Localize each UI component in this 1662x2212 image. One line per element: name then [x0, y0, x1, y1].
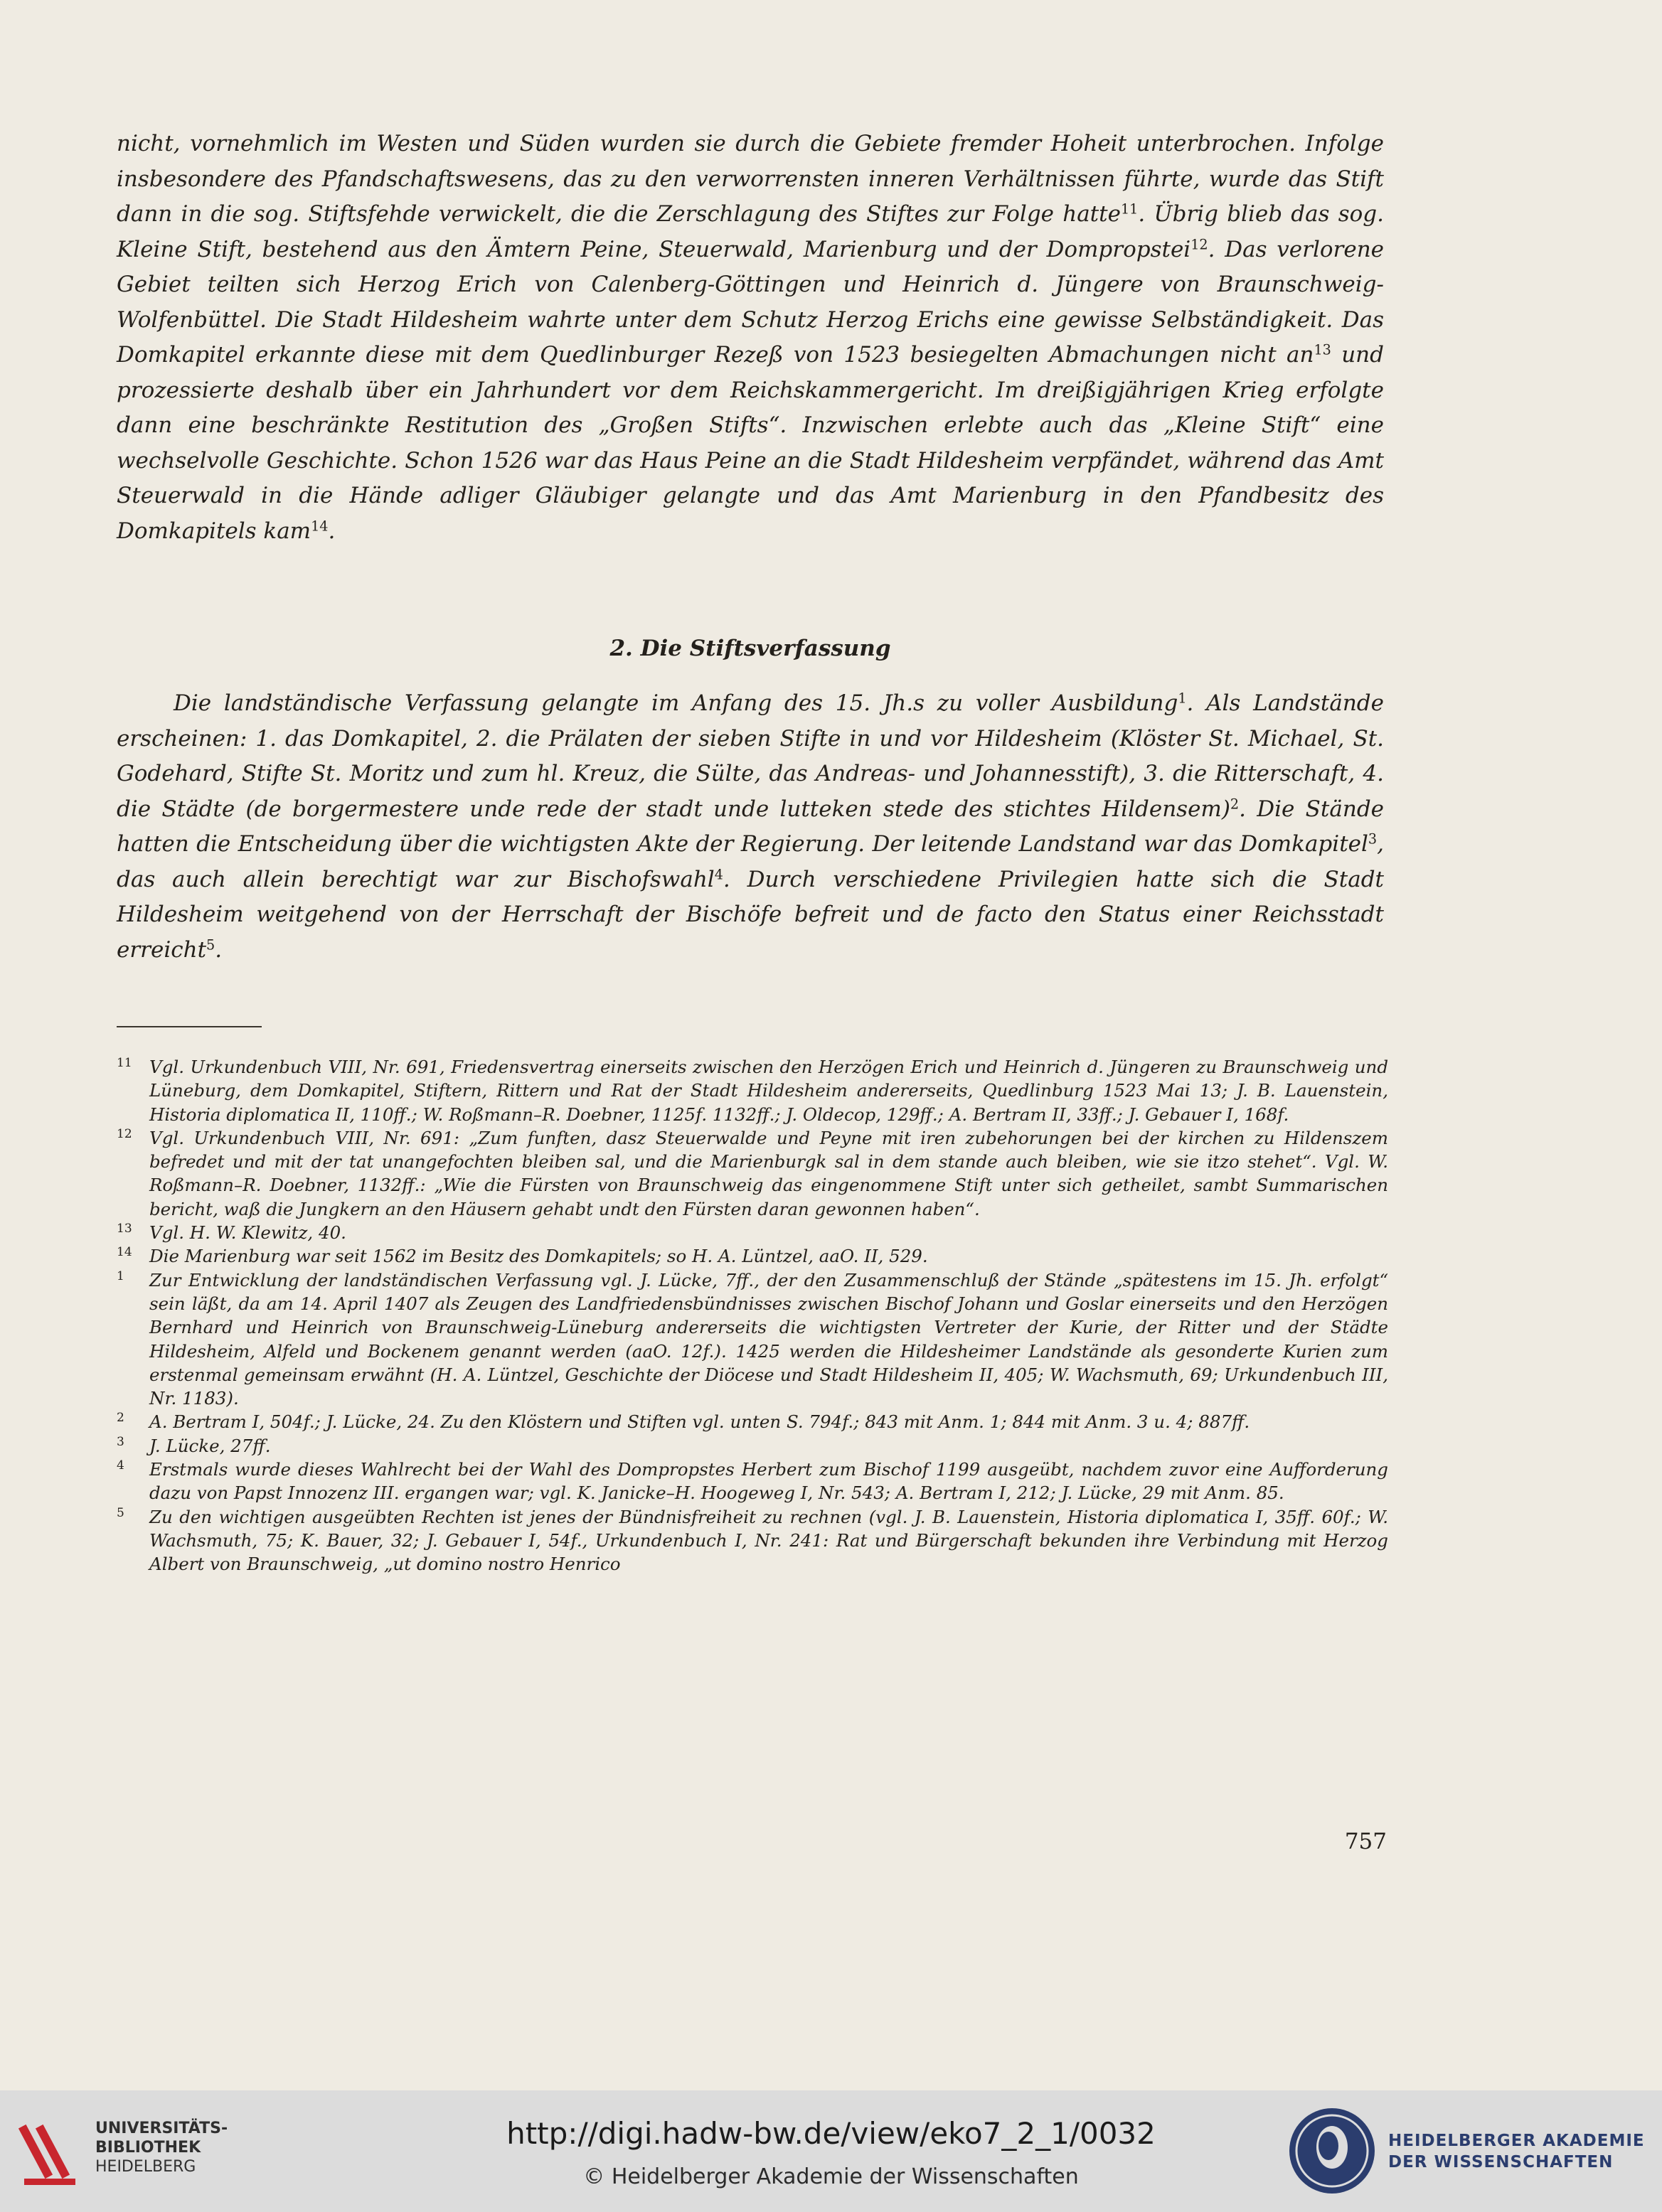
page-number: 757: [1344, 1829, 1387, 1854]
footnotes: [117, 1055, 1388, 1576]
text-run: . Das verlorene Gebiet teilten sich Herzog Erich von Calenberg-Göttingen und Heinrich d. Jüngere von Braunschweig-Wolfenbüttel. Die Stadt Hildesheim wahrte unter dem Schutz Herzog Erichs eine gewisse Selbständigkeit. Das Domkapitel erkannte diese mit dem Quedlinburger Rezeß von 1523 besiegelten Abmachungen nicht an: [117, 236, 1385, 368]
academy-name-line-1: HEIDELBERGER AKADEMIE: [1388, 2132, 1645, 2150]
footnote-text: J. Lücke, 27ff.: [149, 1435, 271, 1456]
ub-name-line-3: HEIDELBERG: [95, 2158, 196, 2176]
footnote-mark: 1: [117, 1268, 124, 1283]
footnote-text: Vgl. H. W. Klewitz, 40.: [149, 1222, 346, 1244]
footnote-mark: 5: [117, 1505, 124, 1520]
text-run: . Übrig blieb das sog. Kleine Stift, bestehend aus den Ämtern Peine, Steuerwald, Marienburg und der Dompropstei: [117, 201, 1384, 262]
text-run: nicht, vornehmlich im Westen und Süden wurden sie durch die Gebiete fremder Hoheit unterbrochen. Infolge insbesondere des Pfandschaftswesens, das zu den verworrensten inneren Verhältnissen führte, wurde das Stift dann in die sog. Stiftsfehde verwickelt, die die Zerschlagung des Stiftes zur Folge hatte: [117, 131, 1384, 227]
footnote-mark: 4: [117, 1458, 124, 1473]
footnote-text: Vgl. Urkundenbuch VIII, Nr. 691, Friedensvertrag einerseits zwischen den Herzögen Erich und Heinrich d. Jüngeren zu Braunschweig und Lüneburg, dem Domkapitel, Stiftern, Rittern und Rat der Stadt Hildesheim andererseits, Quedlinburg 1523 Mai 13; J. B. Lauenstein, Historia diplomatica II, 110ff.; W. Roßmann–R. Doebner, 1125f. 1132ff.; J. Oldecop, 129ff.; A. Bertram II, 33ff.; J. Gebauer I, 168f.: [149, 1057, 1388, 1125]
footnote-reference[interactable]: 5: [206, 936, 215, 953]
section-heading: 2. Die Stiftsverfassung: [609, 636, 891, 661]
footnote: [117, 1434, 1388, 1458]
footnote-reference[interactable]: 2: [1230, 795, 1240, 812]
text-run: .: [215, 936, 223, 963]
footnote-text: Vgl. Urkundenbuch VIII, Nr. 691: „Zum funften, dasz Steuerwalde und Peyne mit iren zubehorungen bei der kirchen zu Hildenszem befredet und mit der tat unangefochten bleiben sal, und die Marienburgk sal in dem stande auch bleiben, wie sie itzo stehet“. Vgl. W. Roßmann–R. Doebner, 1132ff.: „Wie die Fürsten von Braunschweig das eingenommene Stift unter sich getheilet, sambt Summarischen bericht, waß die Jungkern an den Häusern gehabt undt den Fürsten daran gewonnen haben“.: [149, 1127, 1388, 1219]
footnote: [117, 1268, 1388, 1411]
ub-name-line-1: UNIVERSITÄTS-: [95, 2120, 228, 2137]
academy-name-line-2: DER WISSENSCHAFTEN: [1388, 2153, 1614, 2171]
footnote-mark: 2: [117, 1411, 124, 1426]
source-url-link[interactable]: http://digi.hadw-bw.de/view/eko7_2_1/0032: [506, 2116, 1156, 2151]
footer-bar: [0, 2090, 1662, 2212]
footnote-text: Zu den wichtigen ausgeübten Rechten ist jenes der Bündnisfreiheit zu rechnen (vgl. J. B. Lauenstein, Historia diplomatica I, 35ff. 60f.; W. Wachsmuth, 75; K. Bauer, 32; J. Gebauer I, 54f., Urkundenbuch I, Nr. 241: Rat und Bürgerschaft bekunden ihre Verbindung mit Herzog Albert von Braunschweig, „ut domino nostro Henrico: [149, 1506, 1388, 1575]
footnote-reference[interactable]: 3: [1368, 830, 1378, 848]
footnote-mark: 14: [117, 1245, 132, 1260]
ub-name-line-2: BIBLIOTHEK: [95, 2139, 201, 2157]
footnote: [117, 1055, 1388, 1126]
body-paragraph-2: [117, 686, 1384, 968]
academy-seal-logo-icon: [1286, 2103, 1378, 2199]
footnote-text: Die Marienburg war seit 1562 im Besitz des Domkapitels; so H. A. Lüntzel, aaO. II, 529.: [149, 1246, 928, 1267]
footnote: [117, 1505, 1388, 1576]
footnote-text: Zur Entwicklung der landständischen Verfassung vgl. J. Lücke, 7ff., der den Zusammenschluß der Stände „spätestens im 15. Jh. erfolgt“ sein läßt, da am 14. April 1407 als Zeugen des Landfriedensbündnisses zwischen Bischof Johann und Goslar einerseits und den Herzögen Bernhard und Heinrich von Braunschweig-Lüneburg andererseits die wichtigsten Vertreter der Kurie, der Ritter und der Städte Hildesheim, Alfeld und Bockenem genannt werden (aaO. 12f.). 1425 werden die Hildesheimer Landstände als gesonderte Kurien zum erstenmal gemeinsam erwähnt (H. A. Lüntzel, Geschichte der Diöcese und Stadt Hildesheim II, 405; W. Wachsmuth, 69; Urkundenbuch III, Nr. 1183).: [149, 1269, 1388, 1409]
text-run: .: [328, 518, 336, 544]
footnote-text: A. Bertram I, 504f.; J. Lücke, 24. Zu den Klöstern und Stiften vgl. unten S. 794f.; 843 mit Anm. 1; 844 mit Anm. 3 u. 4; 887ff.: [149, 1411, 1250, 1433]
footnote-reference[interactable]: 11: [1120, 201, 1139, 218]
footnote-mark: 3: [117, 1434, 124, 1449]
footnote-mark: 11: [117, 1056, 132, 1070]
text-run: . Durch verschiedene Privilegien hatte sich die Stadt Hildesheim weitgehend von der Herrschaft der Bischöfe befreit und de facto den Status einer Reichsstadt erreicht: [117, 866, 1384, 963]
academy-name: [1388, 2130, 1645, 2173]
footnote-reference[interactable]: 4: [714, 865, 723, 882]
footnote-mark: 13: [117, 1222, 132, 1236]
footnote-reference[interactable]: 14: [311, 517, 329, 534]
footnote: [117, 1126, 1388, 1221]
footnote-text: Erstmals wurde dieses Wahlrecht bei der Wahl des Dompropstes Herbert zum Bischof 1199 ausgeübt, nachdem zuvor eine Aufforderung dazu von Papst Innozenz III. ergangen war; vgl. K. Janicke–H. Hoogeweg I, Nr. 543; A. Bertram I, 212; J. Lücke, 29 mit Anm. 85.: [149, 1459, 1388, 1504]
footnote-reference[interactable]: 13: [1314, 341, 1331, 358]
footnote-mark: 12: [117, 1126, 132, 1141]
text-run: und prozessierte deshalb über ein Jahrhundert vor dem Reichskammergericht. Im dreißigjährigen Krieg erfolgte dann eine beschränkte Restitution des „Großen Stifts“. Inzwischen erlebte auch das „Kleine Stift“ eine wechselvolle Geschichte. Schon 1526 war das Haus Peine an die Stadt Hildesheim verpfändet, während das Amt Steuerwald in die Hände adliger Gläubiger gelangte und das Amt Marienburg in den Pfandbesitz des Domkapitels kam: [117, 342, 1384, 544]
footnote: [117, 1244, 1388, 1268]
text-run: , das auch allein berechtigt war zur Bischofswahl: [117, 831, 1384, 892]
footnote: [117, 1458, 1388, 1505]
footnote: [117, 1410, 1388, 1433]
text-run: . Die Stände hatten die Entscheidung über die wichtigsten Akte der Regierung. Der leitende Landstand war das Domkapitel: [117, 796, 1385, 857]
text-run: Die landständische Verfassung gelangte im Anfang des 15. Jh.s zu voller Ausbildung: [174, 690, 1178, 716]
copyright-notice: © Heidelberger Akademie der Wissenschaften: [583, 2164, 1079, 2189]
footnote-divider: [117, 1026, 262, 1027]
footnote-reference[interactable]: 1: [1178, 690, 1187, 707]
text-run: . Als Landstände erscheinen: 1. das Domkapitel, 2. die Prälaten der sieben Stifte in und vor Hildesheim (Klöster St. Michael, St. Godehard, Stifte St. Moritz und zum hl. Kreuz, die Sülte, das Andreas- und Johannesstift), 3. die Ritterschaft, 4. die Städte (de borgermestere unde rede der stadt unde lutteken stede des stichtes Hildensem): [117, 690, 1384, 822]
footnote-reference[interactable]: 12: [1190, 235, 1208, 252]
footnote: [117, 1221, 1388, 1244]
body-paragraph-1: [117, 127, 1384, 549]
